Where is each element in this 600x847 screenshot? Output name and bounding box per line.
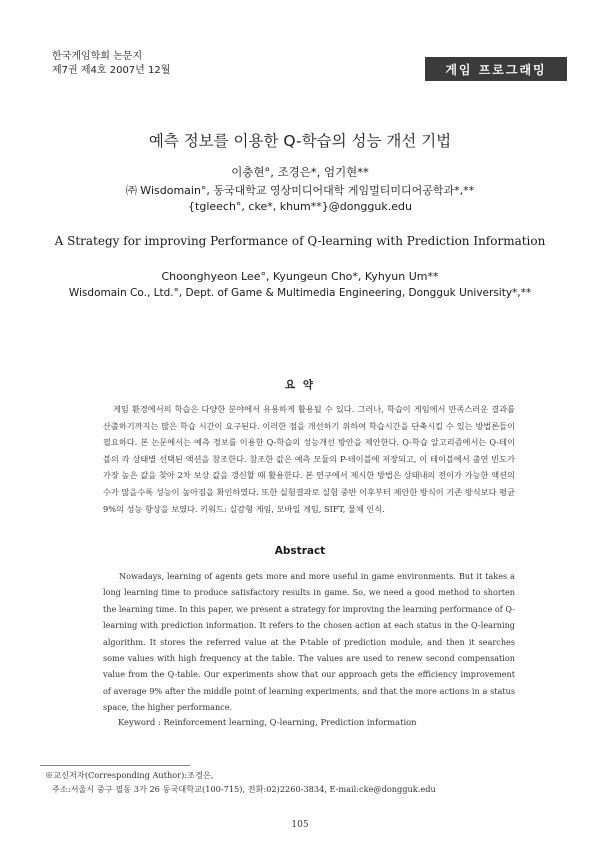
- affiliation-english: Wisdomain Co., Ltd.°, Dept. of Game & Multimedia Engineering, Dongguk University*,**: [68, 287, 532, 299]
- category-badge: 게임 프로그래밍: [425, 57, 567, 81]
- page-number: 105: [291, 820, 309, 830]
- abstract-english-text: Nowadays, learning of agents gets more and more useful in game environments. But it takes a long learning time to produce satisfactory results in game. So, we need a good method to shorten the learning time. In this paper, we present a strategy for improving the learning performance of Q-learning with prediction information. It refers to the chosen action at each status in the Q-learning algorithm. It stores the referred value at the P-table of prediction module, and then it searches some values with high frequency at the table. The values are used to renew second compensation value from the Q-table. Our experiments show that our approach gets the efficiency improvement of average 9% after the middle point of learning experiments, and that the more actions in a status space, the higher performance.: [103, 571, 515, 713]
- author-emails: {tgleech°, cke*, khum**}@dongguk.edu: [188, 200, 412, 213]
- abstract-korean-text: 게임 환경에서의 학습은 다양한 분야에서 유용하게 활용될 수 있다. 그러나, 학습이 게임에서 만족스러운 결과를 산출하기까지는 많은 학습 시간이 요구된다. 이러한 점을 개선하기 위하여 학습시간을 단축시킬 수 있는 방법론들이 필요하다. 본 논문에서는 예측 정보를 이용한 Q-학습의 성능개선 방안을 제안한다. Q-학습 알고리즘에서는 Q-테이블의 각 상태별 선택된 액션을 참조한다. 참조한 값은 예측 모듈의 P-테이블에 저장되고, 이 테이블에서 출연 빈도가 가장 높은 값을 찾아 2차 보상 값을 갱신할 때 활용한다. 본 연구에서 제시한 방법은 상태내의 전이가 가능한 액션의 수가 많을수록 성능이 높아짐을 확인하였다. 또한 실험결과로 실험 중반 이후부터 제안한 방식이 기존 방식보다 평균 9%의 성능 향상을 보였다. 키워드: 실감형 게임, 모바일 게임, SIFT, 물체 인식.: [103, 404, 515, 514]
- journal-info: [52, 50, 170, 78]
- footnote-corresponding-author: ※교신저자(Corresponding Author):조경은,: [45, 770, 214, 780]
- abstract-korean-heading: 요 약: [285, 379, 315, 391]
- keywords-english: Keyword : Reinforcement learning, Q-learning, Prediction information: [118, 717, 417, 727]
- paper-title-english: A Strategy for improving Performance of Q-learning with Prediction Information: [54, 234, 546, 248]
- journal-volume: 제7권 제4호 2007년 12월: [52, 65, 171, 76]
- paper-title-korean: 예측 정보를 이용한 Q-학습의 성능 개선 기법: [148, 132, 452, 150]
- journal-name: 한국게임학회 논문지: [52, 51, 143, 62]
- abstract-english-heading: Abstract: [274, 545, 326, 557]
- footnote-address: 주소:서울시 중구 필동 3가 26 동국대학교(100-715), 전화:02)2260-3834, E-mail:cke@dongguk.edu: [52, 784, 436, 794]
- authors-korean: 이충현°, 조경은*, 엄기현**: [231, 165, 369, 179]
- affiliation-korean: ㈜ Wisdomain°, 동국대학교 영상미디어대학 게임멀티미디어공학과*,**: [125, 184, 475, 197]
- footnote-divider: [40, 765, 190, 766]
- authors-english: Choonghyeon Lee°, Kyungeun Cho*, Kyhyun Um**: [161, 270, 439, 283]
